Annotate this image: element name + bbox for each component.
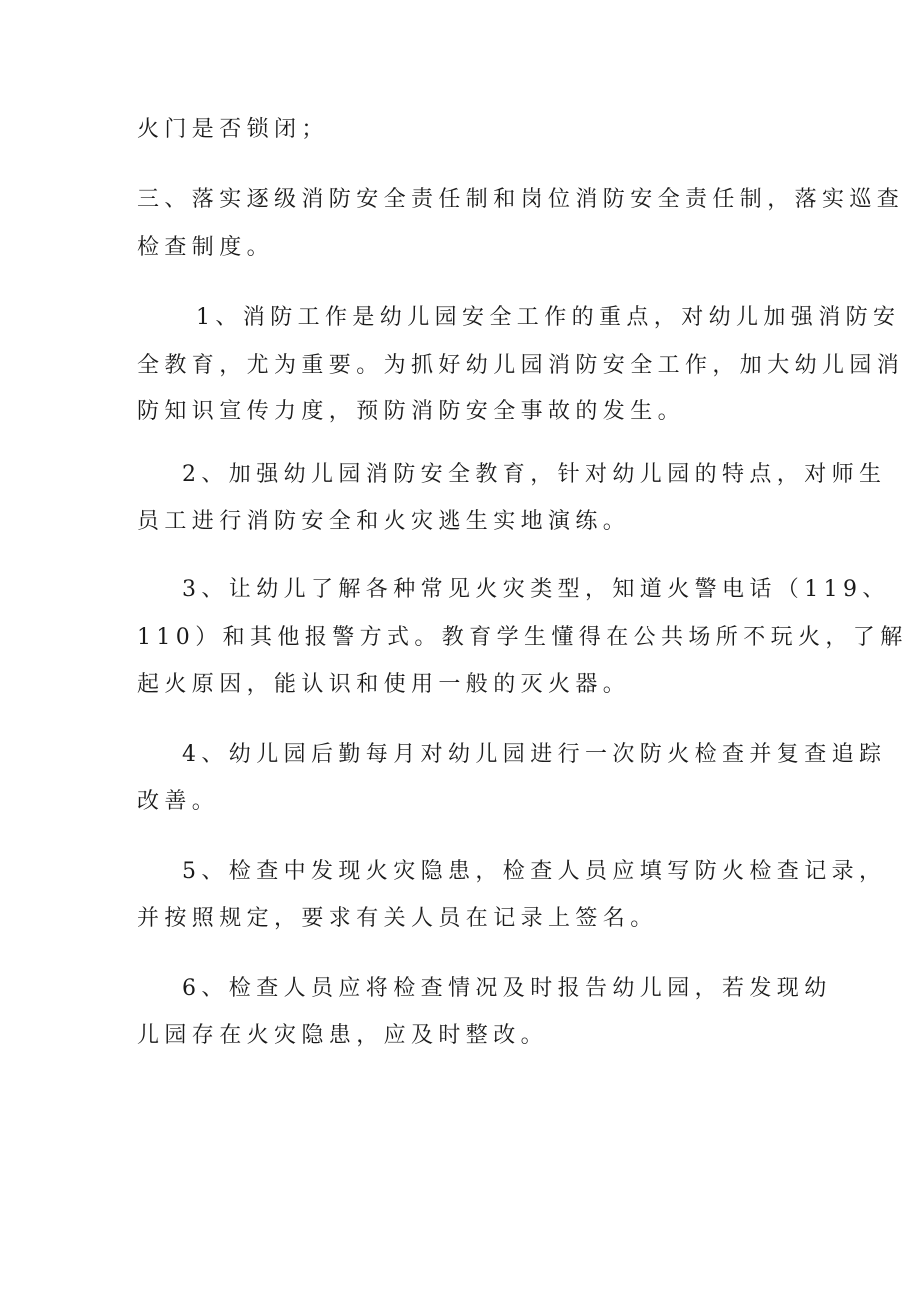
section-three-heading-cont: 检查制度。: [137, 235, 275, 260]
item-1-line-3: 防知识宣传力度，预防消防安全事故的发生。: [137, 399, 686, 424]
section-three-heading: 三、落实逐级消防安全责任制和岗位消防安全责任制，落实巡查: [137, 187, 905, 212]
item-5-line-2: 并按照规定，要求有关人员在记录上签名。: [137, 906, 658, 931]
item-2-line-1: 2、加强幼儿园消防安全教育，针对幼儿园的特点，对师生: [182, 462, 887, 487]
item-4-line-2: 改善。: [137, 789, 220, 814]
item-4-line-1: 4、幼儿园后勤每月对幼儿园进行一次防火检查并复查追踪: [182, 742, 887, 767]
item-6-line-1: 6、检查人员应将检查情况及时报告幼儿园，若发现幼: [182, 976, 832, 1001]
item-2-line-2: 员工进行消防安全和火灾逃生实地演练。: [137, 509, 631, 534]
item-6-line-2: 儿园存在火灾隐患，应及时整改。: [137, 1023, 549, 1048]
item-3-line-3: 起火原因，能认识和使用一般的灭火器。: [137, 672, 631, 697]
item-5-line-1: 5、检查中发现火灾隐患，检查人员应填写防火检查记录，: [182, 859, 887, 884]
item-3-line-1: 3、让幼儿了解各种常见火灾类型，知道火警电话（119、: [182, 577, 890, 602]
item-1-line-2: 全教育，尤为重要。为抓好幼儿园消防安全工作，加大幼儿园消: [137, 353, 905, 378]
item-1-line-1: 1、消防工作是幼儿园安全工作的重点，对幼儿加强消防安: [196, 305, 901, 330]
text-line-fire-door: 火门是否锁闭；: [137, 117, 329, 142]
item-3-line-2: 110）和其他报警方式。教育学生懂得在公共场所不玩火，了解: [137, 625, 908, 650]
